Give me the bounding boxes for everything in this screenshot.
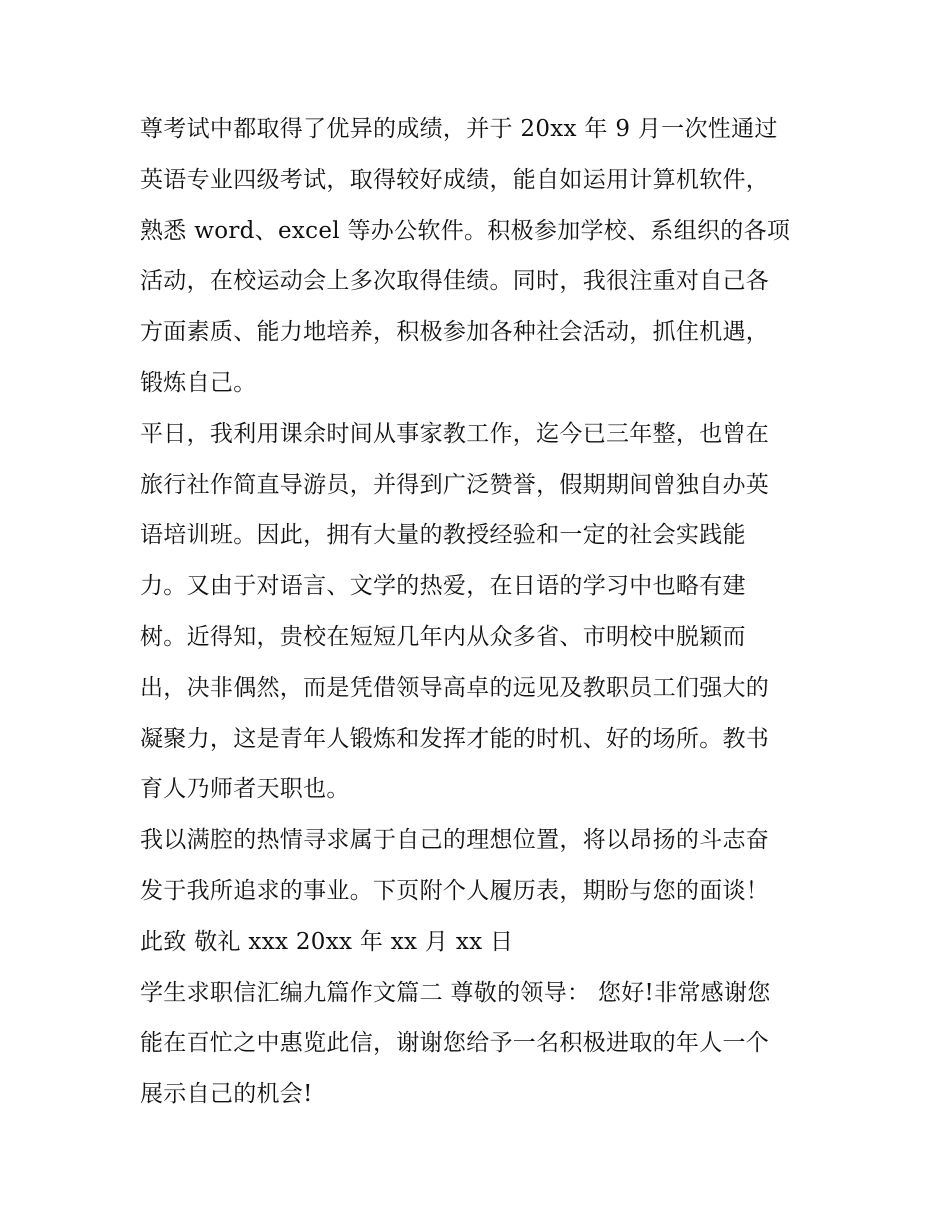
text-line: 活动，在校运动会上多次取得佳绩。同时，我很注重对自己各 <box>140 268 770 295</box>
text-line: 我以满腔的热情寻求属于自己的理想位置，将以昂扬的斗志奋 <box>140 827 770 854</box>
text-line: 出，决非偶然，而是凭借领导高卓的远见及教职员工们强大的 <box>140 674 770 701</box>
text-line: 凝聚力，这是青年人锻炼和发挥才能的时机、好的场所。教书 <box>140 725 770 752</box>
letter-body <box>140 104 830 1120</box>
text-line: 能在百忙之中惠览此信，谢谢您给予一名积极进取的年人一个 <box>140 1030 770 1057</box>
text-line: 育人乃师者天职也。 <box>140 776 350 803</box>
text-line: 学生求职信汇编九篇作文篇二 尊敬的领导： 您好!非常感谢您 <box>140 979 771 1006</box>
text-line: 锻炼自己。 <box>140 369 257 396</box>
text-line: 方面素质、能力地培养，积极参加各种社会活动，抓住机遇， <box>140 319 770 346</box>
text-line: 英语专业四级考试，取得较好成绩，能自如运用计算机软件， <box>140 166 770 193</box>
closing-line: 此致 敬礼 xxx 20xx 年 xx 月 xx 日 <box>140 928 514 955</box>
text-line: 平日，我利用课余时间从事家教工作，迄今已三年整，也曾在 <box>140 420 770 447</box>
text-line: 发于我所追求的事业。下页附个人履历表，期盼与您的面谈！ <box>140 877 770 904</box>
text-line: 旅行社作简直导游员，并得到广泛赞誉，假期期间曾独自办英 <box>140 471 770 498</box>
text-line: 力。又由于对语言、文学的热爱，在日语的学习中也略有建 <box>140 573 746 600</box>
text-line: 熟悉 word、excel 等办公软件。积极参加学校、系组织的各项 <box>140 217 791 244</box>
text-line: 展示自己的机会! <box>140 1081 313 1108</box>
text-line: 语培训班。因此，拥有大量的教授经验和一定的社会实践能 <box>140 522 746 549</box>
text-line: 尊考试中都取得了优异的成绩，并于 20xx 年 9 月一次性通过 <box>140 116 778 142</box>
text-line: 树。近得知，贵校在短短几年内从众多省、市明校中脱颖而 <box>140 623 746 650</box>
